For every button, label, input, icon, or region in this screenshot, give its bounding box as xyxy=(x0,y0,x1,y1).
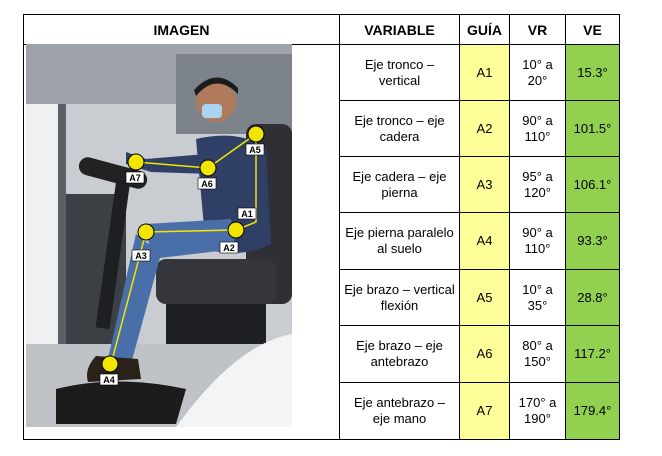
ve-cell: 101.5° xyxy=(566,101,619,157)
header-ve: VE xyxy=(566,15,619,45)
guia-cell: A4 xyxy=(460,213,510,270)
svg-text:A2: A2 xyxy=(223,243,235,253)
svg-text:A3: A3 xyxy=(135,251,147,261)
ve-cell: 117.2° xyxy=(566,326,619,383)
variable-cell: Eje pierna paralelo al suelo xyxy=(340,213,460,270)
guia-cell: A3 xyxy=(460,157,510,213)
ve-cell: 93.3° xyxy=(566,213,619,270)
vr-cell: 90° a 110° xyxy=(510,213,566,270)
header-vr: VR xyxy=(510,15,566,45)
svg-text:A5: A5 xyxy=(249,145,261,155)
ve-cell: 106.1° xyxy=(566,157,619,213)
ve-cell: 15.3° xyxy=(566,45,619,101)
guia-cell: A5 xyxy=(460,270,510,326)
vr-cell: 170° a 190° xyxy=(510,383,566,439)
guia-cell: A7 xyxy=(460,383,510,439)
vr-cell: 10° a 35° xyxy=(510,270,566,326)
header-imagen: IMAGEN xyxy=(24,15,340,45)
variable-cell: Eje tronco – vertical xyxy=(340,45,460,101)
vr-cell: 90° a 110° xyxy=(510,101,566,157)
guia-cell: A6 xyxy=(460,326,510,383)
ve-cell: 28.8° xyxy=(566,270,619,326)
guia-cell: A1 xyxy=(460,45,510,101)
header-variable: VARIABLE xyxy=(340,15,460,45)
header-guia: GUÍA xyxy=(460,15,510,45)
variable-cell: Eje antebrazo – eje mano xyxy=(340,383,460,439)
variable-cell: Eje brazo – vertical flexión xyxy=(340,270,460,326)
svg-text:A1: A1 xyxy=(241,209,253,219)
driver-posture-photo xyxy=(26,44,292,427)
svg-text:A7: A7 xyxy=(129,173,141,183)
guia-cell: A2 xyxy=(460,101,510,157)
variable-cell: Eje cadera – eje pierna xyxy=(340,157,460,213)
variable-cell: Eje tronco – eje cadera xyxy=(340,101,460,157)
vr-cell: 10° a 20° xyxy=(510,45,566,101)
ve-cell: 179.4° xyxy=(566,383,619,439)
vr-cell: 95° a 120° xyxy=(510,157,566,213)
variable-cell: Eje brazo – eje antebrazo xyxy=(340,326,460,383)
svg-text:A4: A4 xyxy=(103,375,115,385)
vr-cell: 80° a 150° xyxy=(510,326,566,383)
marker-a1 xyxy=(238,208,256,219)
svg-text:A6: A6 xyxy=(201,179,213,189)
